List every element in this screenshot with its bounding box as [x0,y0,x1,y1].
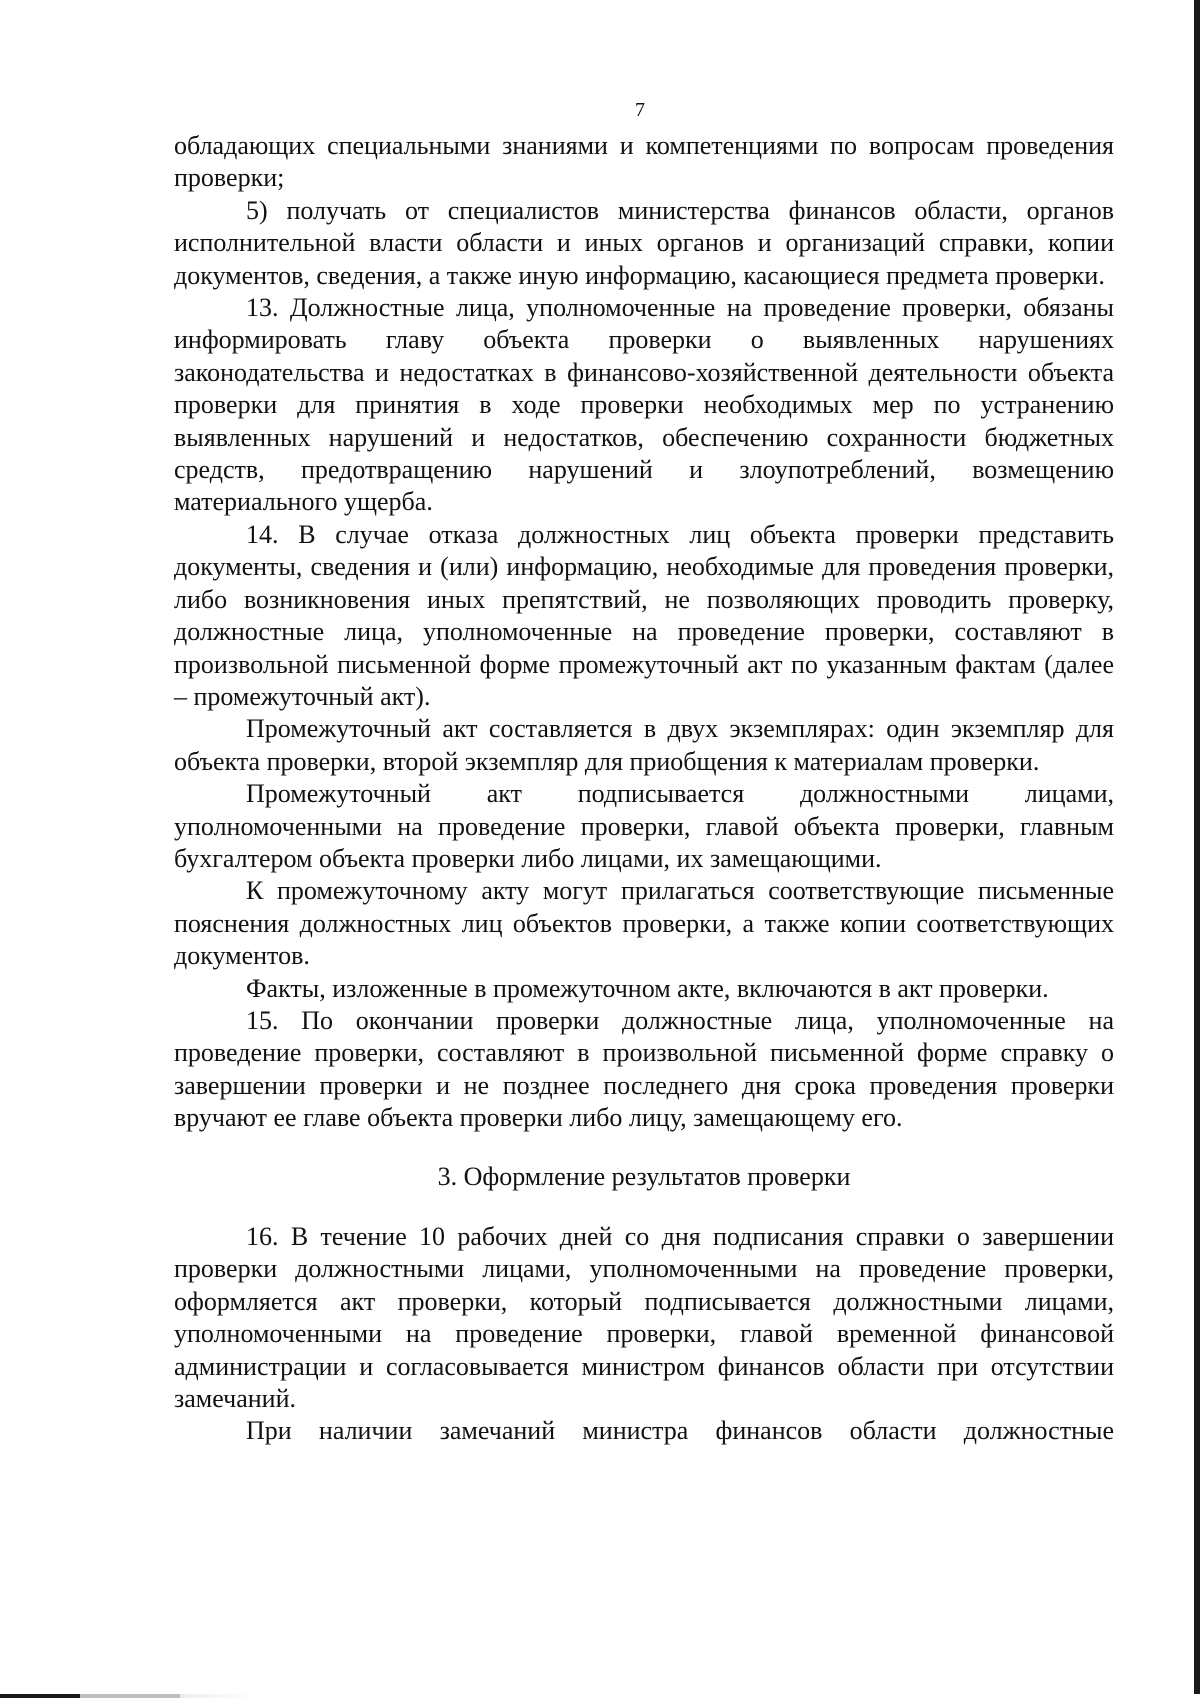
paragraph-interim-act-copies: Промежуточный акт составляется в двух экземплярах: один экземпляр для объекта проверки, второй экземпляр для приобщения к материалам проверки. [174,714,1114,776]
scan-page-edge-right [1194,0,1200,1698]
paragraph-remarks: При наличии замечаний министра финансов области должностные [246,1416,1114,1446]
paragraph-continuation: обладающих специальными знаниями и компетенциями по вопросам проведения проверки; [174,131,1114,193]
paragraph-clause-13: 13. Должностные лица, уполномоченные на проведение проверки, обязаны информировать главу объекта проверки о выявленных нарушениях законодательства и недостатках в финансово-хозяйственной деятельности объекта проверки для принятия в ходе проверки необходимых мер по устранению выявленных нарушений и недостатков, обеспечению сохранности бюджетных средств, предотвращению нарушений и злоупотреблений, возмещению материального ущерба. [174,293,1114,517]
paragraph-item-5: 5) получать от специалистов министерства финансов области, органов исполнительной власти области и иных органов и организаций справки, копии документов, сведения, а также иную информацию, касающиеся предмета проверки. [174,195,1114,290]
paragraph-interim-act-attachments: К промежуточному акту могут прилагаться соответствующие письменные пояснения должностных лиц объектов проверки, а также копии соответствующих документов. [174,876,1114,971]
page-number: 7 [635,99,645,121]
paragraph-clause-16: 16. В течение 10 рабочих дней со дня подписания справки о завершении проверки должностными лицами, уполномоченными на проведение проверки, оформляется акт проверки, который подписывается должностными лицами, уполномоченными на проведение проверки, главой временной финансовой администрации и согласовывается министром финансов области при отсутствии замечаний. [174,1222,1114,1414]
paragraph-interim-act-signing: Промежуточный акт подписывается должностными лицами, уполномоченными на проведение проверки, главой объекта проверки, главным бухгалтером объекта проверки либо лицами, их замещающими. [174,779,1114,873]
paragraph-clause-14: 14. В случае отказа должностных лиц объекта проверки представить документы, сведения и (или) информацию, необходимые для проведения проверки, либо возникновения иных препятствий, не позволяющих проводить проверку, должностные лица, уполномоченные на проведение проверки, составляют в произвольной письменной форме промежуточный акт по указанным фактам (далее – промежуточный акт). [174,519,1114,711]
document-body [174,130,1114,1448]
paragraph-interim-act-facts: Факты, изложенные в промежуточном акте, включаются в акт проверки. [246,973,1049,1003]
scan-page-edge-bottom [0,1694,1200,1698]
paragraph-clause-15: 15. По окончании проверки должностные лица, уполномоченные на проведение проверки, составляют в произвольной письменной форме справку о завершении проверки и не позднее последнего дня срока проведения проверки вручают ее главе объекта проверки либо лицу, замещающему его. [174,1005,1114,1133]
section-heading: 3. Оформление результатов проверки [437,1161,851,1191]
